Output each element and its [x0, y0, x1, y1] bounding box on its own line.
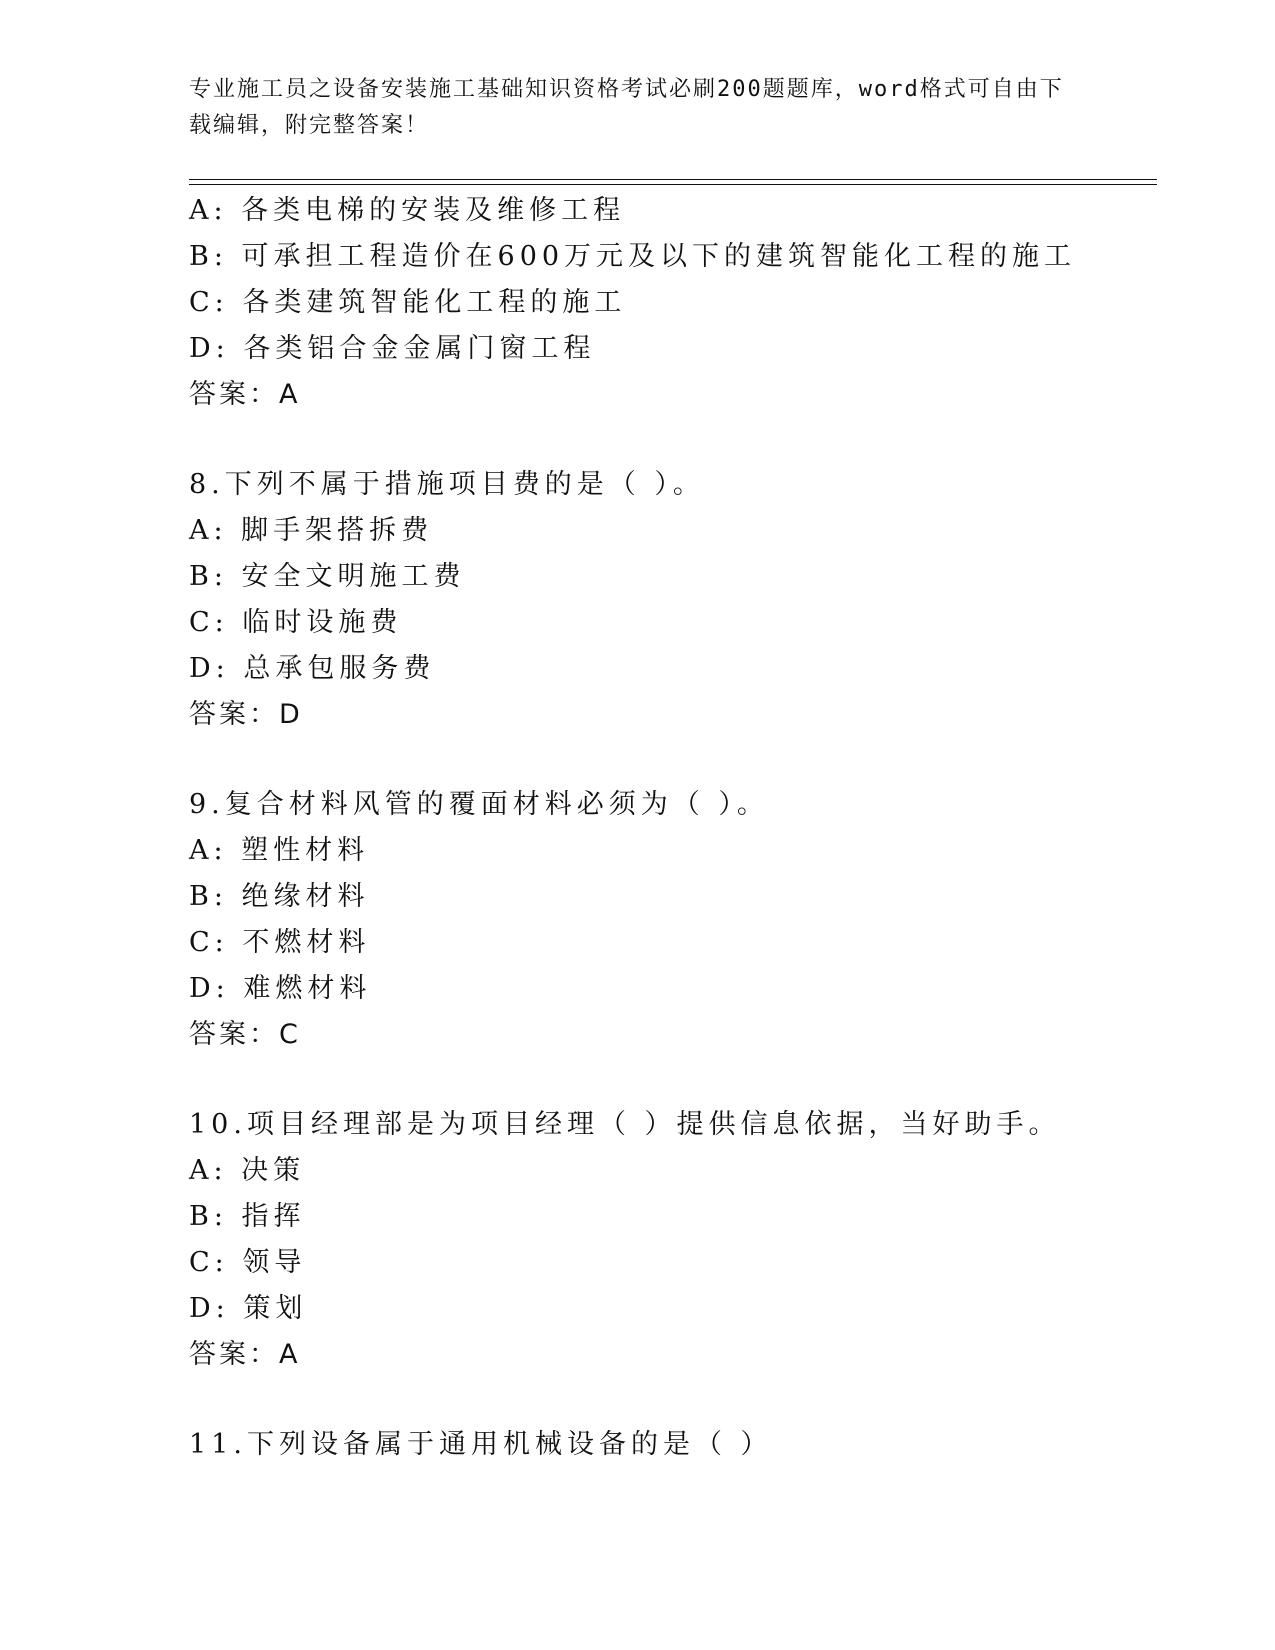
option-c: C: 领导	[189, 1247, 307, 1278]
option-b: B: 可承担工程造价在600万元及以下的建筑智能化工程的施工	[189, 241, 1077, 272]
question-block-11	[189, 1422, 1169, 1468]
answer-line: 答案：C	[189, 1019, 301, 1050]
option-c: C: 临时设施费	[189, 607, 403, 638]
option-b: B: 指挥	[189, 1201, 306, 1232]
option-d: D: 策划	[189, 1293, 308, 1324]
option-d: D: 难燃材料	[189, 973, 372, 1004]
option-a: A: 塑性材料	[189, 835, 370, 866]
option-a: A: 脚手架搭拆费	[189, 515, 434, 546]
answer-line: 答案：A	[189, 1339, 301, 1370]
option-c: C: 各类建筑智能化工程的施工	[189, 287, 627, 318]
document-header: 专业施工员之设备安装施工基础知识资格考试必刷200题题库，word格式可自由下载编辑，附完整答案！	[189, 77, 1064, 138]
question-block-7	[189, 188, 1169, 418]
header-divider-bottom	[189, 184, 1157, 185]
question-text: 8.下列不属于措施项目费的是（ ）。	[189, 469, 705, 500]
header-divider-top	[189, 179, 1157, 180]
answer-line: 答案：A	[189, 379, 301, 410]
option-a: A: 决策	[189, 1155, 306, 1186]
option-b: B: 安全文明施工费	[189, 561, 466, 592]
question-block-10	[189, 1102, 1169, 1378]
option-c: C: 不燃材料	[189, 927, 371, 958]
question-block-9	[189, 782, 1169, 1058]
question-text: 9.复合材料风管的覆面材料必须为（ ）。	[189, 789, 769, 820]
option-d: D: 总承包服务费	[189, 653, 436, 684]
question-text: 11.下列设备属于通用机械设备的是（ ）	[189, 1429, 773, 1460]
answer-line: 答案：D	[189, 699, 303, 730]
question-block-8	[189, 462, 1169, 738]
question-list	[189, 188, 1169, 1468]
question-text: 10.项目经理部是为项目经理（ ）提供信息依据，当好助手。	[189, 1109, 1061, 1140]
option-a: A: 各类电梯的安装及维修工程	[189, 195, 626, 226]
option-b: B: 绝缘材料	[189, 881, 370, 912]
option-d: D: 各类铝合金金属门窗工程	[189, 333, 596, 364]
